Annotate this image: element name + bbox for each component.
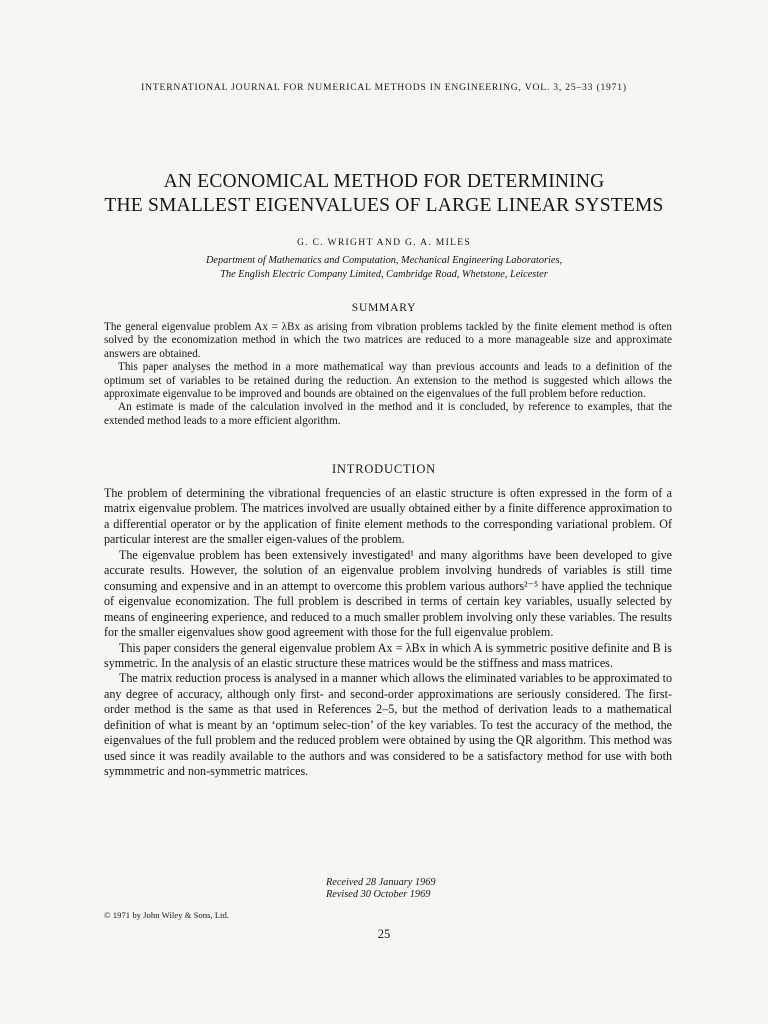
- revised-date: Revised 30 October 1969: [326, 889, 431, 900]
- received-dates: [326, 877, 436, 901]
- title-line-2: THE SMALLEST EIGENVALUES OF LARGE LINEAR SYSTEMS: [104, 195, 664, 216]
- affiliation: [0, 254, 768, 281]
- summary-section: [104, 321, 672, 428]
- affiliation-line-2: The English Electric Company Limited, Cambridge Road, Whetstone, Leicester: [220, 268, 548, 280]
- summary-paragraph: The general eigenvalue problem Ax = λBx as arising from vibration problems tackled by the finite element method is often solved by the economization method in which the two matrices are reduced to a more manageable size and approximate answers are obtained.: [104, 321, 672, 360]
- affiliation-line-1: Department of Mathematics and Computation, Mechanical Engineering Laboratories,: [205, 255, 563, 266]
- title-line-1: AN ECONOMICAL METHOD FOR DETERMINING: [163, 171, 605, 192]
- summary-paragraph: An estimate is made of the calculation involved in the method and it is concluded, by reference to examples, that the extended method leads to a more efficient algorithm.: [104, 401, 672, 427]
- intro-paragraph: The matrix reduction process is analysed in a manner which allows the eliminated variables to be approximated to any degree of accuracy, although only first- and second-order approximations are seriously considered. The first-order method is the same as that used in References 2–5, but the method of derivation leads to a mathematical definition of what is meant by an ‘optimum selec-tion’ of the key variables. To test the accuracy of the method, the eigenvalues of the full problem and the reduced problem were obtained by using the QR algorithm. This method was used since it was readily available to the authors and was considered to be a satisfactory method for use with both symmmetric and non-symmetric matrices.: [104, 671, 672, 779]
- summary-heading: SUMMARY: [351, 302, 417, 314]
- summary-paragraph: This paper analyses the method in a more mathematical way than previous accounts and leads to a definition of the optimum set of variables to be retained during the reduction. An extension to the method is suggested which allows the approximate eigenvalue to be improved and bounds are obtained on the eigenvalues of the full problem before reduction.: [104, 361, 672, 401]
- introduction-section: [104, 486, 672, 780]
- introduction-heading: INTRODUCTION: [331, 462, 437, 476]
- received-date: Received 28 January 1969: [326, 877, 436, 888]
- intro-paragraph: This paper considers the general eigenvalue problem Ax = λBx in which A is symmetric positive definite and B is symmetric. In the analysis of an elastic structure these matrices would be the stiffness and mass matrices.: [104, 640, 672, 670]
- authors: G. C. WRIGHT AND G. A. MILES: [296, 237, 472, 248]
- paper-title: [0, 170, 768, 218]
- intro-paragraph: The problem of determining the vibrational frequencies of an elastic structure is often expressed in the form of a matrix eigenvalue problem. The matrices involved are usually obtained either by a finite difference approximation to a differential operator or by the application of finite element methods to the corresponding variational problem. Of particular interest are the smaller eigen-values of the problem.: [104, 486, 672, 547]
- intro-paragraph: The eigenvalue problem has been extensively investigated¹ and many algorithms have been developed to give accurate results. However, the solution of an eigenvalue problem involving hundreds of variables is still time consuming and expensive and in an attempt to overcome this problem various authors²⁻⁵ have applied the technique of eigenvalue economization. The full problem is described in terms of certain key variables, usually selected by means of engineering experience, and reduced to a much smaller problem involving only these variables. The results for the smaller eigenvalues show good agreement with those for the full eigenvalue problem.: [104, 547, 672, 640]
- journal-header: INTERNATIONAL JOURNAL FOR NUMERICAL METHODS IN ENGINEERING, VOL. 3, 25–33 (1971): [141, 82, 627, 93]
- copyright-notice: © 1971 by John Wiley & Sons, Ltd.: [104, 910, 230, 920]
- page-number: 25: [377, 927, 391, 941]
